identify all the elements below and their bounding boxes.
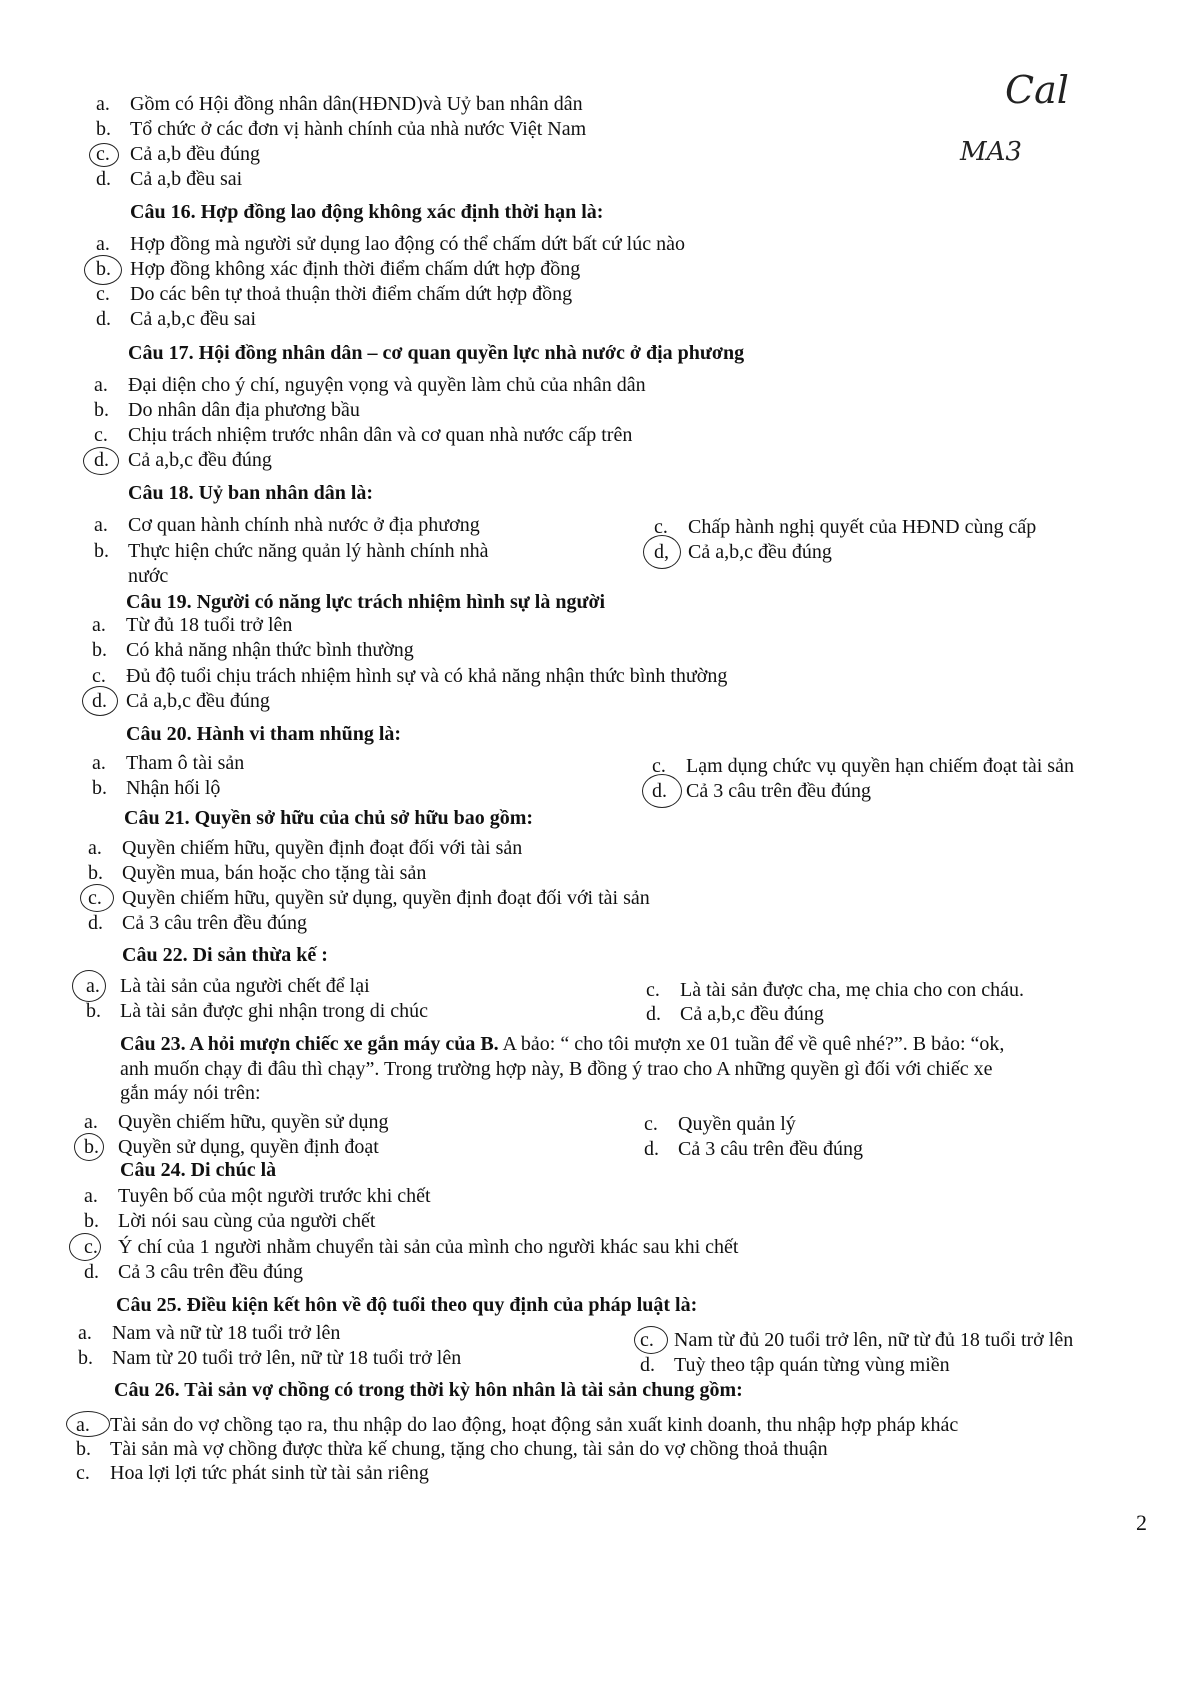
answer-circle xyxy=(80,884,114,912)
list-item: a. Là tài sản của người chết để lại xyxy=(86,975,370,997)
answer-circle xyxy=(89,143,119,167)
list-item: d. Cả a,b,c đều đúng xyxy=(92,690,270,712)
list-item: b. Nam từ 20 tuổi trở lên, nữ từ 18 tuổi trở lên xyxy=(78,1347,462,1369)
list-item: c. Cả a,b đều đúng xyxy=(96,143,260,165)
list-item: b. Quyền mua, bán hoặc cho tặng tài sản xyxy=(88,862,427,884)
answer-circle xyxy=(72,970,106,1002)
answer-circle xyxy=(634,1326,668,1354)
list-item: a. Từ đủ 18 tuổi trở lên xyxy=(92,614,293,636)
handwritten-note-2: MA3 xyxy=(960,137,1022,167)
list-item: a. Cơ quan hành chính nhà nước ở địa phương xyxy=(94,514,480,536)
answer-circle xyxy=(83,447,119,475)
question-title: Câu 18. Uỷ ban nhân dân là: xyxy=(128,482,374,504)
handwritten-note-1: Cal xyxy=(1005,68,1069,112)
answer-circle xyxy=(643,535,681,569)
list-item: d. Cả 3 câu trên đều đúng xyxy=(88,912,307,934)
list-item: b. Tổ chức ở các đơn vị hành chính của nhà nước Việt Nam xyxy=(96,118,587,140)
list-item: d. Cả a,b,c đều đúng xyxy=(646,1003,824,1025)
list-item: b. Có khả năng nhận thức bình thường xyxy=(92,639,414,661)
answer-circle xyxy=(66,1411,110,1437)
list-item: a. Đại diện cho ý chí, nguyện vọng và quyền làm chủ của nhân dân xyxy=(94,374,646,396)
list-item: c. Chịu trách nhiệm trước nhân dân và cơ quan nhà nước cấp trên xyxy=(94,424,633,446)
question-title: Câu 20. Hành vi tham nhũng là: xyxy=(126,723,402,745)
answer-circle xyxy=(82,686,118,716)
list-item: a. Tài sản do vợ chồng tạo ra, thu nhập do lao động, hoạt động sản xuất kinh doanh, thu nhập hợp pháp khác xyxy=(76,1414,959,1436)
list-item: c. Nam từ đủ 20 tuổi trở lên, nữ từ đủ 18 tuổi trở lên xyxy=(640,1329,1074,1351)
list-item: c. Đủ độ tuổi chịu trách nhiệm hình sự và có khả năng nhận thức bình thường xyxy=(92,665,728,687)
list-item: c. Là tài sản được cha, mẹ chia cho con cháu. xyxy=(646,979,1025,1001)
list-item: c. Chấp hành nghị quyết của HĐND cùng cấp xyxy=(654,516,1037,538)
list-item: b. Quyền sử dụng, quyền định đoạt xyxy=(84,1136,379,1158)
list-item: a. Quyền chiếm hữu, quyền định đoạt đối với tài sản xyxy=(88,837,523,859)
list-item: c. Do các bên tự thoả thuận thời điểm chấm dứt hợp đồng xyxy=(96,283,573,305)
question-title: Câu 17. Hội đồng nhân dân – cơ quan quyền lực nhà nước ở địa phương xyxy=(128,342,745,364)
question-title: Câu 24. Di chúc là xyxy=(120,1159,277,1181)
list-item: c. Lạm dụng chức vụ quyền hạn chiếm đoạt tài sản xyxy=(652,755,1074,777)
answer-circle xyxy=(69,1233,101,1261)
list-item: b. Thực hiện chức năng quản lý hành chính nhà xyxy=(94,540,489,562)
list-item: c. Quyền chiếm hữu, quyền sử dụng, quyền định đoạt đối với tài sản xyxy=(88,887,650,909)
question-title: Câu 21. Quyền sở hữu của chủ sở hữu bao gồm: xyxy=(124,807,534,829)
answer-circle xyxy=(642,774,682,808)
question-title: Câu 26. Tài sản vợ chồng có trong thời kỳ hôn nhân là tài sản chung gồm: xyxy=(114,1379,743,1401)
answer-circle xyxy=(84,255,122,285)
list-item: d, Cả a,b,c đều đúng xyxy=(654,541,832,563)
list-item: b. Là tài sản được ghi nhận trong di chúc xyxy=(86,1000,428,1022)
list-item: d. Cả 3 câu trên đều đúng xyxy=(652,780,871,802)
list-item: b. Hợp đồng không xác định thời điểm chấm dứt hợp đồng xyxy=(96,258,581,280)
list-item: d. Cả 3 câu trên đều đúng xyxy=(84,1261,303,1283)
answer-circle xyxy=(74,1133,104,1161)
list-item: d. Cả 3 câu trên đều đúng xyxy=(644,1138,863,1160)
question-title: Câu 23. A hỏi mượn chiếc xe gắn máy của B. A bảo: “ cho tôi mượn xe 01 tuần để về quê nhé?”. B bảo: “ok, xyxy=(120,1033,1005,1055)
list-item: nước xyxy=(128,565,169,587)
question-title: Câu 19. Người có năng lực trách nhiệm hình sự là người xyxy=(126,591,606,613)
list-item: d. Cả a,b đều sai xyxy=(96,168,243,190)
list-item: b. Do nhân dân địa phương bầu xyxy=(94,399,360,421)
question-text: anh muốn chạy đi đâu thì chạy”. Trong trường hợp này, B đồng ý trao cho A những quyền gì đối với chiếc xe xyxy=(120,1058,993,1080)
list-item: d. Tuỳ theo tập quán từng vùng miền xyxy=(640,1354,950,1376)
question-title: Câu 22. Di sản thừa kế : xyxy=(122,944,328,966)
list-item: a. Tuyên bố của một người trước khi chết xyxy=(84,1185,431,1207)
list-item: b. Tài sản mà vợ chồng được thừa kế chung, tặng cho chung, tài sản do vợ chồng thoả thuận xyxy=(76,1438,828,1460)
list-item: b. Lời nói sau cùng của người chết xyxy=(84,1210,376,1232)
list-item: d. Cả a,b,c đều sai xyxy=(96,308,257,330)
list-item: c. Ý chí của 1 người nhằm chuyển tài sản của mình cho người khác sau khi chết xyxy=(84,1236,739,1258)
question-title: Câu 25. Điều kiện kết hôn về độ tuổi theo quy định của pháp luật là: xyxy=(116,1294,698,1316)
list-item: a. Tham ô tài sản xyxy=(92,752,245,774)
list-item: a. Hợp đồng mà người sử dụng lao động có thể chấm dứt bất cứ lúc nào xyxy=(96,233,685,255)
list-item: a. Gồm có Hội đồng nhân dân(HĐND)và Uỷ ban nhân dân xyxy=(96,93,583,115)
list-item: b. Nhận hối lộ xyxy=(92,777,221,799)
question-text: gắn máy nói trên: xyxy=(120,1082,261,1104)
list-item: c. Hoa lợi lợi tức phát sinh từ tài sản riêng xyxy=(76,1462,429,1484)
page-number: 2 xyxy=(1136,1510,1147,1535)
list-item: a. Nam và nữ từ 18 tuổi trở lên xyxy=(78,1322,341,1344)
list-item: d. Cả a,b,c đều đúng xyxy=(94,449,272,471)
list-item: c. Quyền quản lý xyxy=(644,1113,796,1135)
list-item: a. Quyền chiếm hữu, quyền sử dụng xyxy=(84,1111,389,1133)
question-title: Câu 16. Hợp đồng lao động không xác định thời hạn là: xyxy=(130,201,604,223)
